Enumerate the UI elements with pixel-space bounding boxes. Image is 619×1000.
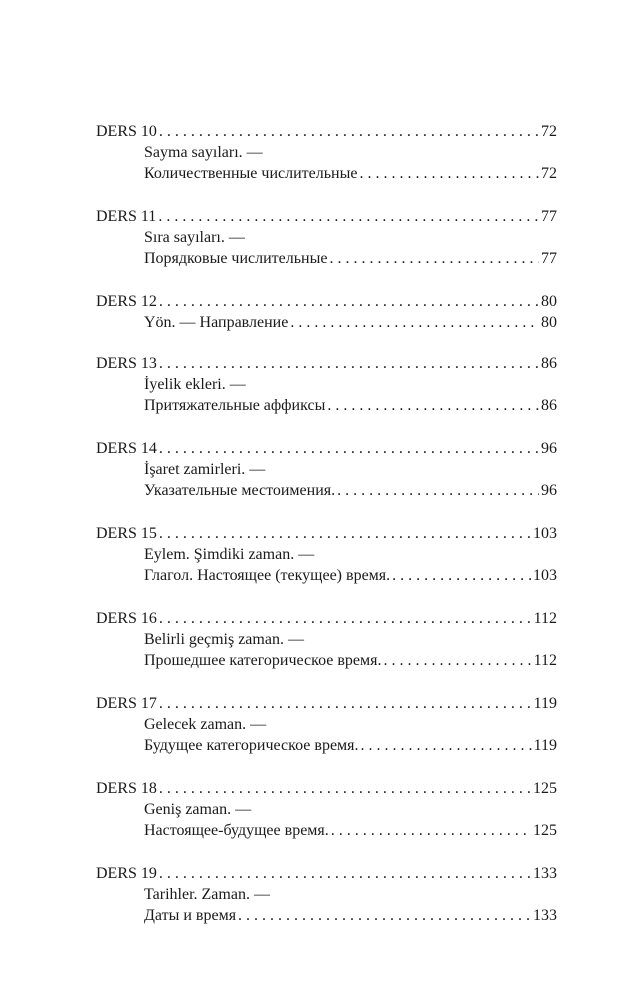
lesson-subtitle-tr: [144, 629, 557, 650]
lesson-subtitle-tr: [144, 459, 557, 480]
dot-leader: [392, 565, 531, 586]
dot-leader: [327, 395, 539, 416]
dot-leader: [159, 778, 531, 799]
toc-entry: [96, 608, 557, 671]
lesson-title: DERS 11: [96, 208, 157, 225]
lesson-subtitle-ru-row[interactable]: [144, 163, 557, 184]
page-number: 133: [533, 907, 557, 924]
subtitle-text: Tarihler. Zaman. —: [144, 886, 270, 903]
subtitle-text: Geniş zaman. —: [144, 801, 252, 818]
lesson-header-row[interactable]: [96, 608, 557, 629]
subtitle-text: Sayma sayıları. —: [144, 144, 263, 161]
subtitle-text: Притяжательные аффиксы: [144, 397, 326, 414]
lesson-header-row[interactable]: [96, 693, 557, 714]
subtitle-text: Глагол. Настоящее (текущее) время.: [144, 567, 391, 584]
subtitle-text: İşaret zamirleri. —: [144, 461, 266, 478]
toc-entry: [96, 863, 557, 926]
toc-entry: [96, 778, 557, 841]
subtitle-text: İyelik ekleri. —: [144, 376, 246, 393]
lesson-header-row[interactable]: [96, 438, 557, 459]
subtitle-text: Прошедшее категорическое время.: [144, 652, 382, 669]
dot-leader: [290, 312, 539, 333]
subtitle-text: Gelecek zaman. —: [144, 716, 267, 733]
lesson-header-row[interactable]: [96, 121, 557, 142]
dot-leader: [159, 353, 539, 374]
lesson-title: DERS 15: [96, 525, 157, 542]
toc-entry: [96, 523, 557, 586]
page-number: 77: [541, 250, 557, 267]
toc-entry: [96, 438, 557, 501]
lesson-subtitle-ru-row[interactable]: [144, 735, 557, 756]
lesson-title: DERS 19: [96, 865, 157, 882]
dot-leader: [384, 650, 532, 671]
dot-leader: [337, 480, 539, 501]
dot-leader: [159, 608, 532, 629]
dot-leader: [159, 438, 539, 459]
subtitle-text: Количественные числительные: [144, 165, 358, 182]
page-number: 119: [533, 695, 557, 712]
lesson-header-row[interactable]: [96, 206, 557, 227]
page-number: 133: [533, 865, 557, 882]
dot-leader: [159, 693, 532, 714]
toc-entry: [96, 291, 557, 333]
lesson-title: DERS 12: [96, 293, 157, 310]
lesson-header-row[interactable]: [96, 291, 557, 312]
toc-entry: [96, 206, 557, 269]
page-number: 103: [533, 525, 557, 542]
page-number: 72: [541, 123, 557, 140]
subtitle-text: Будущее категорическое время.: [144, 737, 359, 754]
subtitle-text: Eylem. Şimdiki zaman. —: [144, 546, 315, 563]
toc-entry: [96, 693, 557, 756]
lesson-title: DERS 13: [96, 355, 157, 372]
lesson-subtitle-ru-row[interactable]: [144, 905, 557, 926]
subtitle-text: Yön. — Направление: [144, 314, 289, 331]
lesson-subtitle-ru-row[interactable]: [144, 650, 557, 671]
lesson-subtitle-tr: [144, 374, 557, 395]
page-number: 86: [541, 355, 557, 372]
subtitle-text: Belirli geçmiş zaman. —: [144, 631, 304, 648]
lesson-title: DERS 10: [96, 123, 157, 140]
dot-leader: [238, 905, 531, 926]
lesson-title: DERS 17: [96, 695, 157, 712]
dot-leader: [159, 291, 539, 312]
lesson-subtitle-ru-row[interactable]: [144, 480, 557, 501]
dot-leader: [159, 863, 531, 884]
dot-leader: [329, 248, 539, 269]
page-number: 80: [541, 293, 557, 310]
subtitle-text: Sıra sayıları. —: [144, 229, 245, 246]
subtitle-text: Указательные местоимения.: [144, 482, 336, 499]
lesson-header-row[interactable]: [96, 863, 557, 884]
lesson-subtitle-tr: [144, 714, 557, 735]
subtitle-text: Настоящее-будущее время.: [144, 822, 329, 839]
dot-leader: [359, 163, 539, 184]
lesson-subtitle-ru-row[interactable]: [144, 395, 557, 416]
lesson-subtitle-tr: [144, 544, 557, 565]
lesson-title: DERS 16: [96, 610, 157, 627]
lesson-subtitle-tr: [144, 884, 557, 905]
lesson-subtitle-tr: [144, 799, 557, 820]
page-number: 86: [541, 397, 557, 414]
lesson-title: DERS 14: [96, 440, 157, 457]
dot-leader: [331, 820, 531, 841]
page-number: 112: [533, 610, 557, 627]
page-number: 119: [533, 737, 557, 754]
page-number: 96: [541, 440, 557, 457]
lesson-title: DERS 18: [96, 780, 157, 797]
dot-leader: [159, 523, 531, 544]
lesson-header-row[interactable]: [96, 778, 557, 799]
dot-leader: [361, 735, 532, 756]
lesson-subtitle-ru-row[interactable]: [144, 248, 557, 269]
subtitle-text: Даты и время: [144, 907, 237, 924]
page-number: 125: [533, 780, 557, 797]
page-number: 112: [533, 652, 557, 669]
lesson-subtitle-ru-row[interactable]: [144, 820, 557, 841]
subtitle-text: Порядковые числительные: [144, 250, 328, 267]
dot-leader: [158, 206, 539, 227]
page-number: 72: [541, 165, 557, 182]
lesson-header-row[interactable]: [96, 523, 557, 544]
lesson-subtitle-tr: [144, 142, 557, 163]
page-number: 125: [533, 822, 557, 839]
toc-entry: [96, 121, 557, 184]
page-number: 96: [541, 482, 557, 499]
page-number: 77: [541, 208, 557, 225]
toc-entry: [96, 353, 557, 416]
lesson-header-row[interactable]: [96, 353, 557, 374]
page-number: 103: [533, 567, 557, 584]
lesson-subtitle-ru-row[interactable]: [144, 565, 557, 586]
dot-leader: [159, 121, 539, 142]
page-number: 80: [541, 314, 557, 331]
lesson-subtitle-ru-row[interactable]: [144, 312, 557, 333]
lesson-subtitle-tr: [144, 227, 557, 248]
